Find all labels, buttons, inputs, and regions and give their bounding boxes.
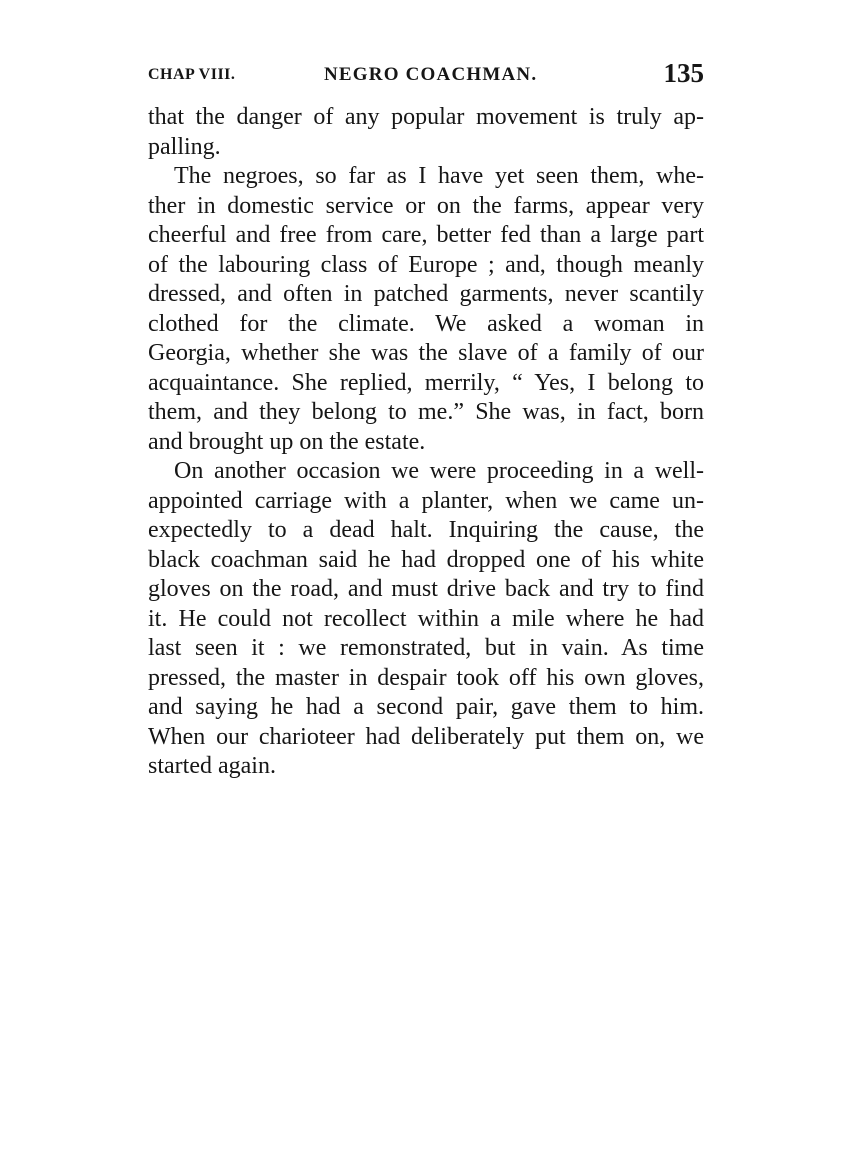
text-line: appointed carriage with a planter, when we came un- [148, 487, 704, 514]
text-line: clothed for the climate. We asked a woman in [148, 310, 704, 337]
text-line: started again. [148, 753, 276, 779]
text-line: expectedly to a dead halt. Inquiring the cause, the [148, 517, 704, 543]
running-title: NEGRO COACHMAN. [324, 64, 538, 85]
chapter-label: CHAP VIII. [148, 66, 236, 83]
text-line: palling. [148, 133, 221, 160]
page-number: 135 [663, 58, 704, 88]
text-line: cheerful and free from care, better fed than a large part [148, 222, 704, 248]
text-line: last seen it : we remonstrated, but in vain. As time [148, 635, 704, 661]
text-line: and saying he had a second pair, gave them to him. [148, 694, 704, 720]
text-line: and brought up on the estate. [148, 428, 426, 455]
text-line: gloves on the road, and must drive back and try to find [148, 576, 704, 602]
text-line: acquaintance. She replied, merrily, “ Yes, I belong to [148, 369, 704, 396]
text-line: it. He could not recollect within a mile where he had [148, 605, 704, 632]
text-line: The negroes, so far as I have yet seen them, whe- [174, 163, 704, 189]
text-line: of the labouring class of Europe ; and, though meanly [148, 251, 704, 278]
text-line: On another occasion we were proceeding in a well- [174, 458, 704, 484]
text-line: dressed, and often in patched garments, never scantily [148, 281, 704, 307]
text-line: them, and they belong to me.” She was, in fact, born [148, 399, 704, 425]
text-line: that the danger of any popular movement is truly ap- [148, 104, 704, 130]
running-head [148, 58, 704, 94]
text-line: pressed, the master in despair took off his own gloves, [148, 664, 704, 691]
text-line: When our charioteer had deliberately put them on, we [148, 723, 704, 750]
text-line: Georgia, whether she was the slave of a family of our [148, 340, 704, 366]
text-line: ther in domestic service or on the farms, appear very [148, 192, 704, 219]
body-text [148, 103, 704, 782]
text-line: black coachman said he had dropped one of his white [148, 546, 704, 573]
